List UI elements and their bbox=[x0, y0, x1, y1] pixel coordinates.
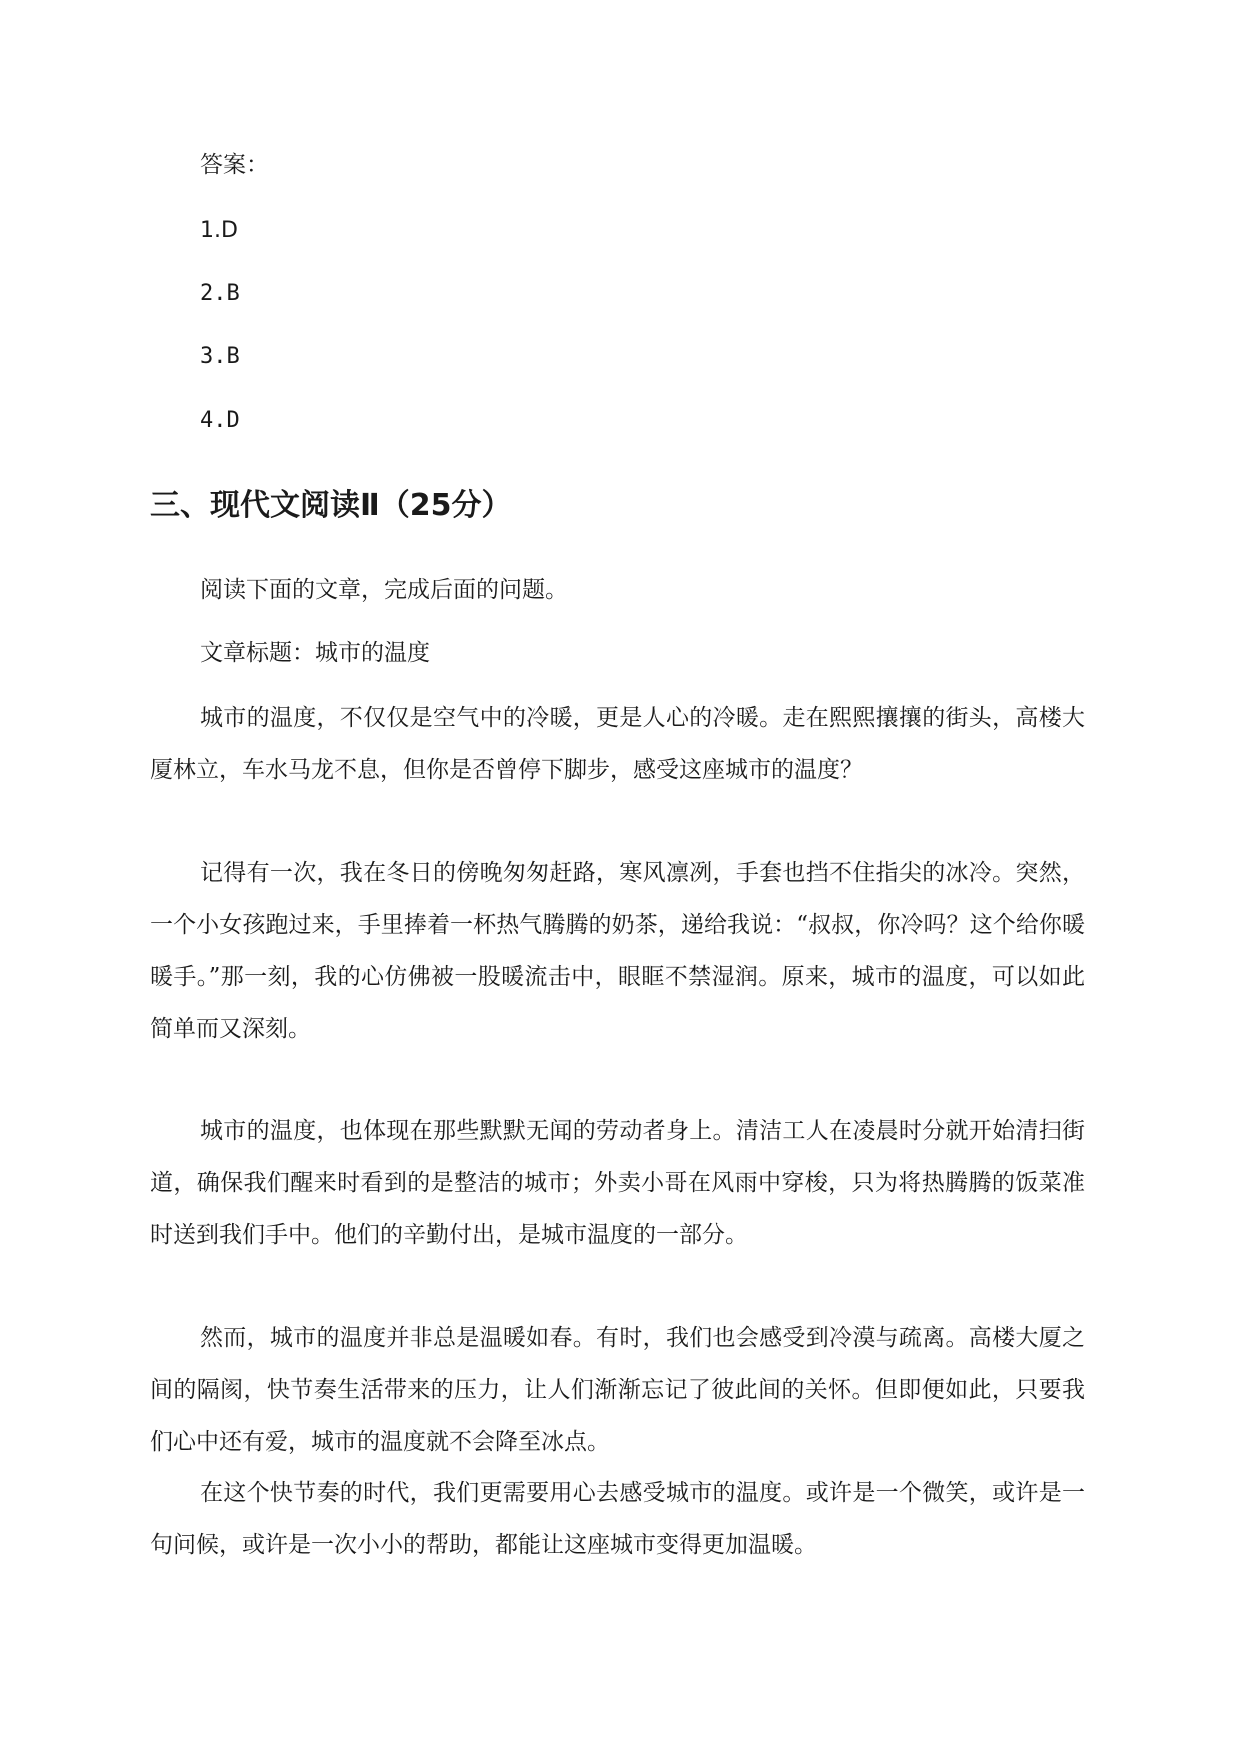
answer-item-2: 2.B bbox=[200, 281, 240, 306]
article-paragraph-3: 城市的温度，也体现在那些默默无闻的劳动者身上。清洁工人在凌晨时分就开始清扫街道，确保我们醒来时看到的是整洁的城市；外卖小哥在风雨中穿梭，只为将热腾腾的饭菜准时送到我们手中。他们的辛勤付出，是城市温度的一部分。 bbox=[150, 1118, 1085, 1248]
article-title: 文章标题：城市的温度 bbox=[200, 640, 430, 666]
answers-label: 答案： bbox=[200, 152, 269, 178]
article-paragraph-1: 城市的温度，不仅仅是空气中的冷暖，更是人心的冷暖。走在熙熙攘攘的街头，高楼大厦林立，车水马龙不息，但你是否曾停下脚步，感受这座城市的温度？ bbox=[150, 705, 1085, 783]
article-paragraph-5: 在这个快节奏的时代，我们更需要用心去感受城市的温度。或许是一个微笑，或许是一句问候，或许是一次小小的帮助，都能让这座城市变得更加温暖。 bbox=[150, 1480, 1085, 1558]
answer-item-4: 4.D bbox=[200, 408, 240, 433]
answer-item-1: 1.D bbox=[200, 218, 238, 243]
section-heading: 三、现代文阅读Ⅱ（25分） bbox=[150, 488, 512, 523]
reading-instruction: 阅读下面的文章，完成后面的问题。 bbox=[200, 577, 568, 603]
article-paragraph-4: 然而，城市的温度并非总是温暖如春。有时，我们也会感受到冷漠与疏离。高楼大厦之间的隔阂，快节奏生活带来的压力，让人们渐渐忘记了彼此间的关怀。但即便如此，只要我们心中还有爱，城市的温度就不会降至冰点。 bbox=[150, 1325, 1085, 1455]
article-paragraph-2: 记得有一次，我在冬日的傍晚匆匆赶路，寒风凛冽，手套也挡不住指尖的冰冷。突然，一个小女孩跑过来，手里捧着一杯热气腾腾的奶茶，递给我说：“叔叔，你冷吗？这个给你暖暖手。”那一刻，我的心仿佛被一股暖流击中，眼眶不禁湿润。原来，城市的温度，可以如此简单而又深刻。 bbox=[150, 860, 1085, 1042]
answer-item-3: 3.B bbox=[200, 344, 240, 369]
